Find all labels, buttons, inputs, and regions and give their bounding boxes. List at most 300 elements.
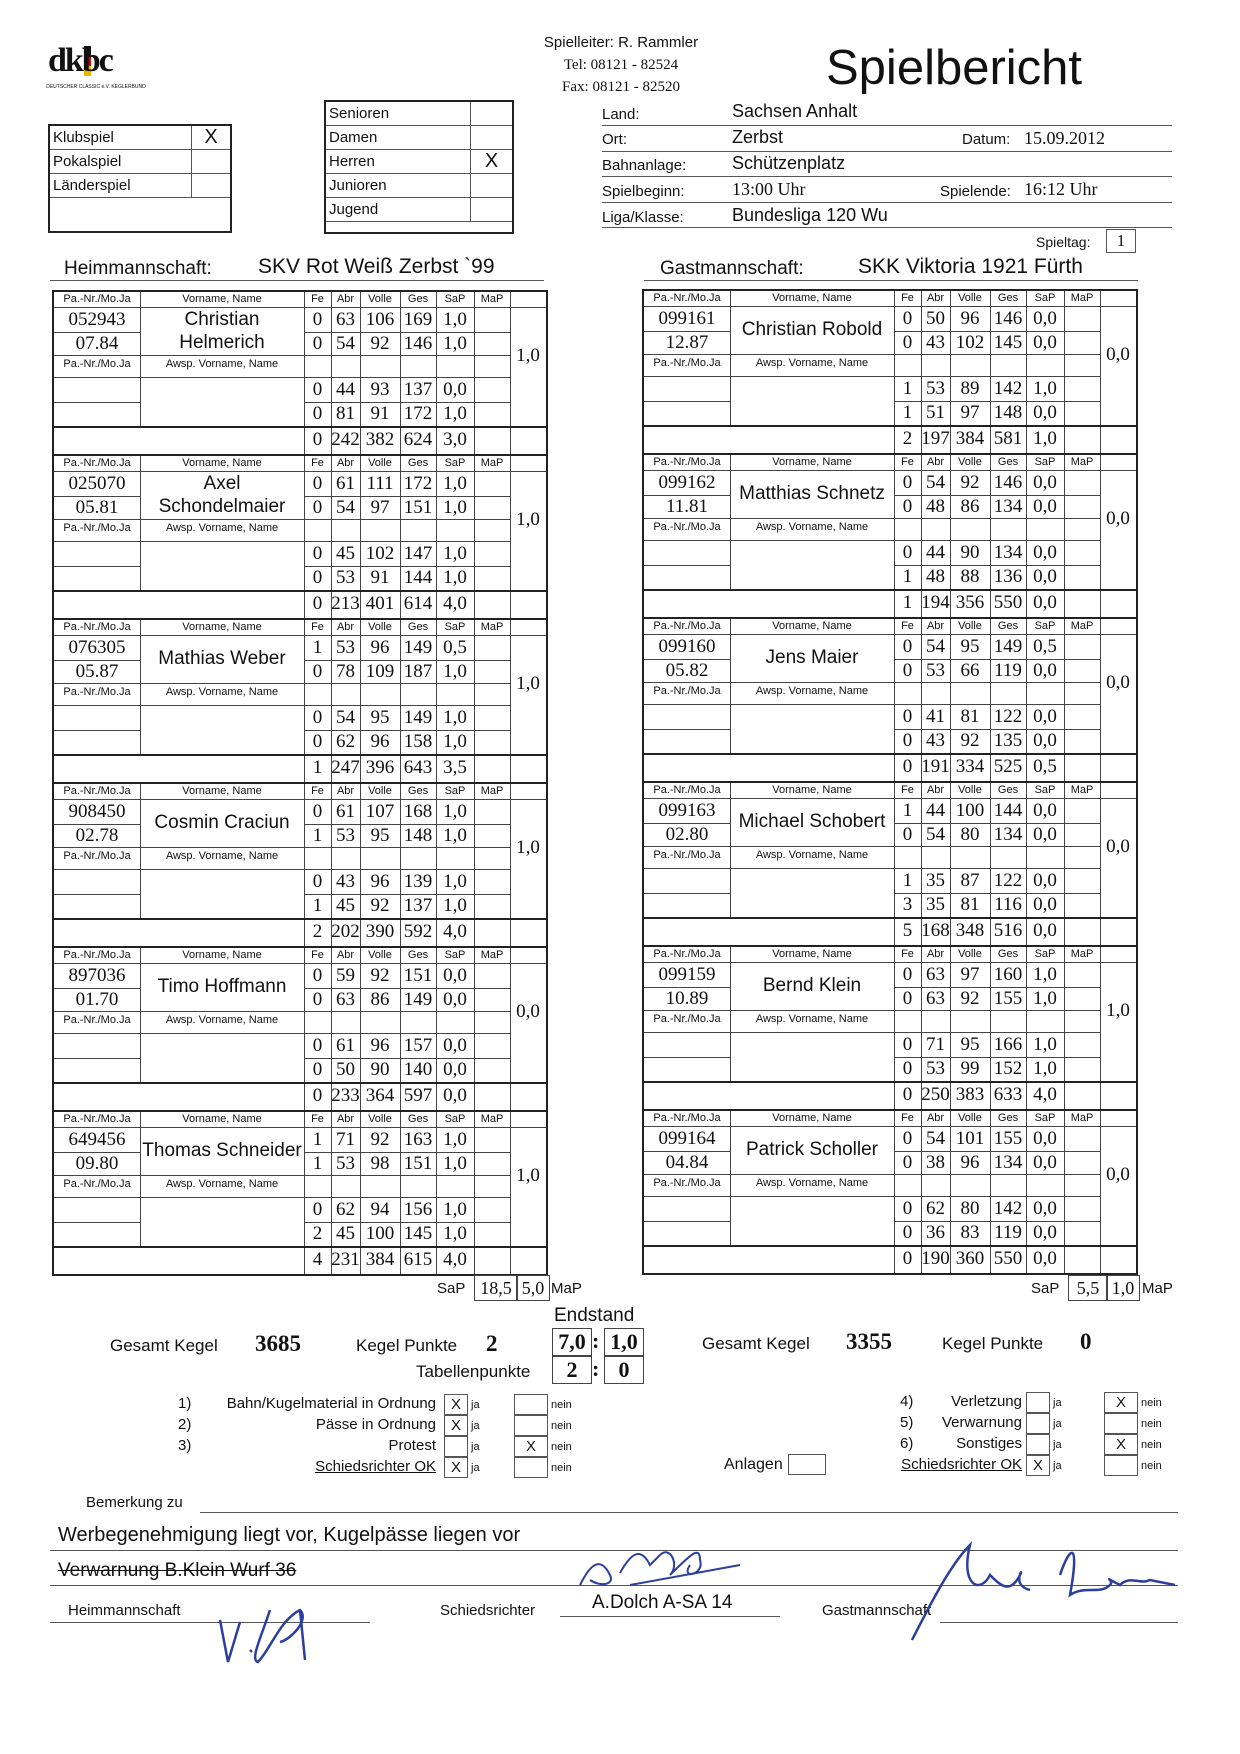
category-label-3: Junioren: [326, 174, 471, 198]
score-cell: 151: [403, 965, 433, 986]
score-cell: 146: [993, 472, 1023, 493]
score-cell: 1,0: [443, 1199, 467, 1220]
header-abr: Abr: [336, 293, 355, 305]
ja-label: ja: [471, 1462, 480, 1474]
total-cell: 550: [993, 1248, 1023, 1269]
score-cell: 0,0: [1033, 472, 1057, 493]
header-sap: SaP: [1034, 948, 1056, 960]
header-abr: Abr: [926, 948, 945, 960]
total-cell: 197: [921, 428, 950, 449]
header-fe: Fe: [311, 785, 324, 797]
score-cell: 1,0: [443, 473, 467, 494]
category-label-0: Senioren: [326, 102, 471, 126]
score-cell: 96: [960, 1152, 980, 1173]
home-signature-icon: [210, 1580, 340, 1670]
check-ja-box[interactable]: X: [1026, 1455, 1050, 1476]
header-sap: SaP: [444, 293, 466, 305]
score-cell: 0: [902, 730, 913, 751]
score-cell: 0,0: [1033, 1198, 1057, 1219]
page-title: Spielbericht: [826, 41, 1083, 95]
header-pa: Pa.-Nr./Mo.Ja: [63, 457, 131, 469]
header-pa-awsp: Pa.-Nr./Mo.Ja: [63, 1014, 131, 1026]
score-cell: 3: [902, 894, 913, 915]
score-cell: 63: [336, 989, 355, 1010]
datum-label: Datum:: [962, 131, 1011, 148]
player-first-name: Christian: [184, 309, 260, 330]
score-cell: 95: [370, 707, 390, 728]
home-gesamt-label: Gesamt Kegel: [110, 1336, 218, 1355]
score-cell: 1: [312, 895, 323, 916]
check-number: 3): [178, 1437, 192, 1454]
score-cell: 0,5: [1033, 636, 1057, 657]
header-abr: Abr: [336, 1113, 355, 1125]
ja-label: ja: [471, 1441, 480, 1453]
player-first-name: Axel: [203, 473, 241, 494]
score-cell: 151: [403, 497, 433, 518]
score-cell: 0: [902, 988, 913, 1009]
score-cell: 0: [312, 989, 323, 1010]
score-cell: 50: [336, 1059, 355, 1080]
header-map: MaP: [480, 621, 504, 633]
nein-label: nein: [551, 1441, 572, 1453]
total-cell: 3,0: [443, 429, 467, 450]
check-number: 6): [900, 1435, 914, 1452]
score-cell: 134: [993, 824, 1023, 845]
header-map: MaP: [480, 293, 504, 305]
header-fe: Fe: [311, 949, 324, 961]
guest-gesamt-label: Gesamt Kegel: [702, 1334, 810, 1353]
player-name: Mathias Weber: [158, 648, 286, 669]
total-cell: 1: [312, 757, 323, 778]
score-cell: 71: [926, 1034, 945, 1055]
header-ges: Ges: [407, 621, 429, 633]
score-cell: 94: [370, 1199, 390, 1220]
score-cell: 80: [960, 824, 980, 845]
score-cell: 0: [312, 965, 323, 986]
total-cell: 4,0: [443, 921, 467, 942]
player-block: [52, 454, 548, 620]
category-checkbox-2[interactable]: X: [471, 150, 512, 174]
score-cell: 1: [312, 637, 323, 658]
player-block: [52, 1110, 548, 1276]
player-map: 1,0: [516, 345, 540, 366]
total-cell: 194: [921, 592, 950, 613]
header-volle: Volle: [958, 620, 982, 632]
player-birth: 02.80: [665, 824, 709, 845]
player-id: 897036: [68, 965, 126, 986]
header-abr: Abr: [336, 621, 355, 633]
header-pa: Pa.-Nr./Mo.Ja: [653, 784, 721, 796]
total-cell: 615: [403, 1249, 433, 1270]
header-fe: Fe: [901, 456, 914, 468]
player-block: [52, 946, 548, 1112]
spieltag-label: Spieltag:: [1036, 234, 1091, 250]
tabellenpunkte-home: 2: [552, 1356, 592, 1384]
total-cell: 0: [902, 1248, 913, 1269]
home-gesamt-value: 3685: [255, 1331, 301, 1356]
header-awsp: Awsp. Vorname, Name: [165, 522, 279, 534]
category-checkbox-0[interactable]: [471, 102, 512, 126]
score-cell: 87: [960, 870, 980, 891]
total-cell: 4: [312, 1249, 323, 1270]
header-name: Vorname, Name: [772, 948, 852, 960]
score-cell: 41: [926, 706, 945, 727]
score-cell: 107: [365, 801, 395, 822]
score-cell: 81: [960, 894, 980, 915]
score-cell: 36: [926, 1222, 945, 1243]
total-cell: 5: [902, 920, 913, 941]
score-cell: 1,0: [443, 333, 467, 354]
check-ja-box[interactable]: X: [444, 1394, 468, 1415]
header-abr: Abr: [336, 457, 355, 469]
header-ges: Ges: [997, 1112, 1019, 1124]
score-cell: 43: [926, 730, 945, 751]
category-label-1: Damen: [326, 126, 471, 150]
total-cell: 0,0: [1033, 920, 1057, 941]
score-cell: 44: [926, 800, 945, 821]
score-cell: 92: [370, 333, 390, 354]
score-cell: 81: [960, 706, 980, 727]
score-cell: 54: [926, 636, 945, 657]
header-volle: Volle: [368, 785, 392, 797]
score-cell: 155: [993, 1128, 1023, 1149]
header-awsp: Awsp. Vorname, Name: [165, 686, 279, 698]
score-cell: 157: [403, 1035, 433, 1056]
header-fe: Fe: [901, 784, 914, 796]
player-block: [642, 945, 1138, 1111]
header-ges: Ges: [997, 292, 1019, 304]
total-cell: 3,5: [443, 757, 467, 778]
player-block: [642, 289, 1138, 455]
score-cell: 122: [993, 870, 1023, 891]
total-cell: 581: [993, 428, 1023, 449]
score-cell: 0,0: [1033, 496, 1057, 517]
player-map: 0,0: [1106, 508, 1130, 529]
total-cell: 384: [955, 428, 985, 449]
header-sap: SaP: [444, 1113, 466, 1125]
total-cell: 0: [312, 429, 323, 450]
score-cell: 140: [403, 1059, 433, 1080]
score-cell: 134: [993, 542, 1023, 563]
score-cell: 1,0: [1033, 1034, 1057, 1055]
game_type-checkbox-2[interactable]: [192, 174, 230, 198]
header-sap: SaP: [1034, 1112, 1056, 1124]
score-cell: 0: [902, 636, 913, 657]
total-cell: 364: [365, 1085, 395, 1106]
score-cell: 45: [336, 543, 355, 564]
check-ja-box[interactable]: [444, 1436, 468, 1457]
total-cell: 213: [331, 593, 360, 614]
check-nein-box[interactable]: X: [1104, 1392, 1138, 1413]
category-checkbox-3[interactable]: [471, 174, 512, 198]
check-ja-box[interactable]: [1026, 1434, 1050, 1455]
header-pa: Pa.-Nr./Mo.Ja: [653, 292, 721, 304]
score-cell: 139: [403, 871, 433, 892]
remarks-line-2: Verwarnung B.Klein Wurf 36: [58, 1560, 297, 1581]
score-cell: 101: [955, 1128, 985, 1149]
score-cell: 172: [403, 403, 433, 424]
anlagen-box[interactable]: [788, 1454, 826, 1475]
score-cell: 0,0: [1033, 706, 1057, 727]
header-ges: Ges: [997, 948, 1019, 960]
tabellenpunkte-separator: :: [592, 1356, 600, 1381]
category-checkbox-4[interactable]: [471, 198, 512, 222]
header-sap: SaP: [1034, 620, 1056, 632]
score-cell: 148: [993, 402, 1023, 423]
remarks-line-1: Werbegenehmigung liegt vor, Kugelpässe liegen vor: [58, 1524, 521, 1546]
score-cell: 146: [993, 308, 1023, 329]
total-cell: 624: [403, 429, 433, 450]
score-cell: 0: [312, 1059, 323, 1080]
player-block: [642, 781, 1138, 947]
score-cell: 66: [960, 660, 980, 681]
home-team-name: SKV Rot Weiß Zerbst `99: [258, 255, 495, 278]
header-name: Vorname, Name: [772, 784, 852, 796]
score-cell: 90: [370, 1059, 390, 1080]
header-name: Vorname, Name: [182, 1113, 262, 1125]
player-map: 0,0: [1106, 672, 1130, 693]
score-cell: 61: [336, 1035, 355, 1056]
check-number: 1): [178, 1395, 192, 1412]
total-cell: 525: [993, 756, 1023, 777]
total-cell: 550: [993, 592, 1023, 613]
score-cell: 62: [336, 1199, 355, 1220]
anlagen-label: Anlagen: [724, 1456, 783, 1473]
score-cell: 0: [902, 1198, 913, 1219]
check-ja-box[interactable]: [1026, 1392, 1050, 1413]
score-cell: 97: [960, 964, 980, 985]
nein-label: nein: [551, 1420, 572, 1432]
score-cell: 98: [370, 1153, 390, 1174]
player-block: [52, 618, 548, 784]
header-pa: Pa.-Nr./Mo.Ja: [653, 1112, 721, 1124]
check-nein-box[interactable]: [514, 1394, 548, 1415]
player-block: [52, 290, 548, 456]
header-sap: SaP: [1034, 292, 1056, 304]
player-birth: 09.80: [75, 1153, 119, 1174]
category-label-4: Jugend: [326, 198, 471, 222]
nein-label: nein: [1141, 1439, 1162, 1451]
total-cell: 247: [331, 757, 360, 778]
check-nein-box[interactable]: X: [1104, 1434, 1138, 1455]
header-volle: Volle: [368, 457, 392, 469]
score-cell: 135: [993, 730, 1023, 751]
score-cell: 0: [312, 543, 323, 564]
header-volle: Volle: [958, 784, 982, 796]
score-cell: 1,0: [1033, 964, 1057, 985]
game_type-label-1: Pokalspiel: [50, 150, 192, 174]
score-cell: 0: [902, 308, 913, 329]
player-block: [642, 453, 1138, 619]
score-cell: 96: [370, 1035, 390, 1056]
score-cell: 0: [902, 824, 913, 845]
header-volle: Volle: [368, 621, 392, 633]
player-birth: 10.89: [665, 988, 709, 1009]
logo-subtitle: DEUTSCHER CLASSIC e.V. KEGLERBUND: [46, 84, 146, 90]
check-nein-box[interactable]: [1104, 1455, 1138, 1476]
total-cell: 0: [312, 593, 323, 614]
score-cell: 78: [336, 661, 355, 682]
player-block: [642, 1109, 1138, 1275]
game_type-label-2: Länderspiel: [50, 174, 192, 198]
spielleiter-fax: Fax: 08121 - 82520: [562, 79, 680, 95]
score-cell: 53: [336, 637, 355, 658]
guest-kp-value: 0: [1080, 1329, 1092, 1354]
footer-guest-label: Gastmannschaft: [822, 1602, 932, 1619]
check-ja-box[interactable]: X: [444, 1457, 468, 1478]
header-ges: Ges: [407, 457, 429, 469]
score-cell: 0,0: [1033, 1128, 1057, 1149]
tabellenpunkte-label: Tabellenpunkte: [416, 1362, 531, 1381]
score-cell: 149: [993, 636, 1023, 657]
score-cell: 54: [926, 824, 945, 845]
score-cell: 1,0: [443, 707, 467, 728]
player-map: 0,0: [1106, 344, 1130, 365]
game_type-checkbox-1[interactable]: [192, 150, 230, 174]
score-cell: 51: [926, 402, 945, 423]
header-name: Vorname, Name: [182, 785, 262, 797]
total-cell: 356: [955, 592, 985, 613]
score-cell: 1,0: [443, 309, 467, 330]
score-cell: 0,0: [443, 1059, 467, 1080]
liga-label: Liga/Klasse:: [602, 209, 684, 226]
header-abr: Abr: [926, 292, 945, 304]
category-checkbox-1[interactable]: [471, 126, 512, 150]
check-label: Protest: [388, 1437, 436, 1454]
guest-signature-icon: [910, 1535, 1180, 1645]
game_type-label-0: Klubspiel: [50, 126, 192, 150]
score-cell: 35: [926, 870, 945, 891]
header-awsp: Awsp. Vorname, Name: [755, 1177, 869, 1189]
score-cell: 1,0: [443, 497, 467, 518]
score-cell: 0,0: [1033, 542, 1057, 563]
header-volle: Volle: [958, 1112, 982, 1124]
header-pa: Pa.-Nr./Mo.Ja: [653, 620, 721, 632]
category-box: [324, 100, 514, 234]
check-nein-box[interactable]: X: [514, 1436, 548, 1457]
header-sap: SaP: [444, 785, 466, 797]
score-cell: 137: [403, 379, 433, 400]
total-cell: 360: [955, 1248, 985, 1269]
score-cell: 0,0: [1033, 660, 1057, 681]
total-cell: 0,0: [1033, 1248, 1057, 1269]
check-label: Bahn/Kugelmaterial in Ordnung: [226, 1395, 436, 1412]
bahnanlage-value: Schützenplatz: [732, 153, 846, 173]
score-cell: 1,0: [1033, 1058, 1057, 1079]
score-cell: 96: [370, 637, 390, 658]
score-cell: 43: [926, 332, 945, 353]
score-cell: 122: [993, 706, 1023, 727]
score-cell: 1: [902, 378, 913, 399]
score-cell: 1: [312, 825, 323, 846]
header-map: MaP: [1070, 1112, 1094, 1124]
score-cell: 45: [336, 1223, 355, 1244]
total-cell: 516: [993, 920, 1023, 941]
score-cell: 53: [926, 378, 945, 399]
score-cell: 44: [926, 542, 945, 563]
score-cell: 0: [312, 333, 323, 354]
score-cell: 134: [993, 496, 1023, 517]
game_type-checkbox-0[interactable]: X: [192, 126, 230, 150]
check-number: 2): [178, 1416, 192, 1433]
header-awsp: Awsp. Vorname, Name: [755, 685, 869, 697]
score-cell: 0,0: [1033, 800, 1057, 821]
header-sap: SaP: [1034, 784, 1056, 796]
score-cell: 63: [926, 964, 945, 985]
player-block: [642, 617, 1138, 783]
score-cell: 2: [312, 1223, 323, 1244]
score-cell: 48: [926, 566, 945, 587]
guest-team-label: Gastmannschaft:: [660, 258, 804, 279]
score-cell: 145: [993, 332, 1023, 353]
score-cell: 99: [960, 1058, 980, 1079]
total-cell: 2: [902, 428, 913, 449]
score-cell: 109: [365, 661, 395, 682]
score-cell: 142: [993, 1198, 1023, 1219]
nein-label: nein: [551, 1462, 572, 1474]
total-cell: 231: [331, 1249, 360, 1270]
score-cell: 59: [336, 965, 355, 986]
score-cell: 1,0: [443, 567, 467, 588]
header-awsp: Awsp. Vorname, Name: [165, 1014, 279, 1026]
player-map: 1,0: [516, 837, 540, 858]
score-cell: 0: [902, 660, 913, 681]
ja-label: ja: [471, 1420, 480, 1432]
header-map: MaP: [480, 457, 504, 469]
score-cell: 53: [926, 660, 945, 681]
header-pa-awsp: Pa.-Nr./Mo.Ja: [653, 521, 721, 533]
check-ja-box[interactable]: [1026, 1413, 1050, 1434]
ja-label: ja: [471, 1399, 480, 1411]
score-cell: 62: [926, 1198, 945, 1219]
score-cell: 53: [336, 567, 355, 588]
score-cell: 158: [403, 731, 433, 752]
score-cell: 86: [960, 496, 980, 517]
liga-value: Bundesliga 120 Wu: [732, 205, 888, 225]
check-nein-box[interactable]: [1104, 1413, 1138, 1434]
header-fe: Fe: [901, 620, 914, 632]
score-cell: 152: [993, 1058, 1023, 1079]
score-cell: 0: [312, 707, 323, 728]
check-ja-box[interactable]: X: [444, 1415, 468, 1436]
score-cell: 116: [994, 894, 1022, 915]
player-map: 1,0: [516, 1165, 540, 1186]
player-id: 099161: [658, 308, 716, 329]
header-sap: SaP: [444, 949, 466, 961]
check-nein-box[interactable]: [514, 1457, 548, 1478]
total-cell: 1,0: [1033, 428, 1057, 449]
total-cell: 390: [365, 921, 395, 942]
score-cell: 142: [993, 378, 1023, 399]
ja-label: ja: [1053, 1397, 1062, 1409]
player-name: Timo Hoffmann: [157, 976, 287, 997]
score-cell: 93: [370, 379, 390, 400]
score-cell: 0: [312, 473, 323, 494]
total-cell: 191: [921, 756, 950, 777]
score-cell: 144: [993, 800, 1023, 821]
score-cell: 0: [312, 309, 323, 330]
header-awsp: Awsp. Vorname, Name: [755, 521, 869, 533]
score-cell: 1,0: [1033, 988, 1057, 1009]
player-birth: 04.84: [665, 1152, 709, 1173]
score-cell: 160: [993, 964, 1023, 985]
score-cell: 100: [955, 800, 985, 821]
total-cell: 250: [921, 1084, 950, 1105]
total-cell: 643: [403, 757, 433, 778]
check-nein-box[interactable]: [514, 1415, 548, 1436]
header-pa: Pa.-Nr./Mo.Ja: [63, 949, 131, 961]
header-pa-awsp: Pa.-Nr./Mo.Ja: [63, 358, 131, 370]
